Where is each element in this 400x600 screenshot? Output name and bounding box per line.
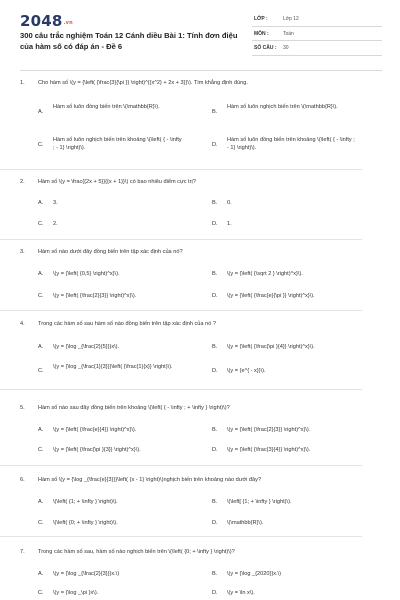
option-text: \(\left[ {1; + \infty } \right)\). (227, 499, 292, 505)
option-text: \(y = {\left( {\frac{3}{4}} \right)^x}\). (227, 447, 311, 453)
option-d[interactable] (212, 220, 382, 229)
option-c[interactable] (38, 136, 208, 154)
option-c[interactable] (38, 292, 208, 301)
meta-row-question-count (252, 41, 382, 56)
option-a[interactable] (38, 103, 208, 121)
option-letter: D. (212, 520, 218, 526)
option-letter: B. (212, 427, 218, 433)
option-letter: C. (38, 293, 44, 299)
option-letter: A. (38, 271, 44, 277)
option-text: \(y = {\left( {\frac{2}{3}} \right)^x}\). (227, 427, 311, 433)
option-d[interactable] (212, 136, 382, 154)
question-5 (20, 404, 382, 464)
option-letter: B. (212, 344, 218, 350)
option-c[interactable] (38, 446, 208, 455)
option-text: \(y = {\left( {\sqrt 2 } \right)^x}\). (227, 271, 303, 277)
option-text: \(y = {\log _{\frac{2}{5}}}x\). (53, 344, 120, 350)
option-letter: A. (38, 571, 44, 577)
document-meta (252, 12, 382, 56)
option-a[interactable] (38, 426, 208, 435)
meta-value: Lớp 12 (283, 16, 299, 22)
option-d[interactable] (212, 589, 382, 598)
option-d[interactable] (212, 446, 382, 455)
meta-row-subject (252, 27, 382, 42)
option-b[interactable] (212, 498, 382, 507)
option-text: 2. (53, 221, 58, 227)
option-b[interactable] (212, 570, 382, 579)
option-letter: C. (38, 520, 44, 526)
option-b[interactable] (212, 343, 382, 352)
question-text: Cho hàm số \(y = {\left( {\frac{3}{\pi }} \right)^{{x^2} + 2x + 3}}\). Tìm khẳng định đúng. (38, 80, 248, 86)
logo-text: 2048 (20, 12, 63, 30)
option-letter: C. (38, 142, 44, 148)
meta-label: MÔN : (254, 30, 269, 37)
option-c[interactable] (38, 220, 208, 229)
meta-value: Toán (283, 30, 294, 37)
question-4 (20, 320, 382, 386)
question-text: Trong các hàm số sau, hàm số nào nghịch biến trên \(\left( {0; + \infty } \right)\)? (38, 549, 235, 555)
option-text: \(\mathbb{R}\). (227, 520, 264, 526)
question-number: 7. (20, 549, 25, 555)
option-letter: A. (38, 109, 44, 115)
option-text: \(y = {\left( {\frac{\pi }{3}} \right)^x}\). (53, 447, 141, 453)
option-letter: D. (212, 447, 218, 453)
option-text: \(y = {\left( {\frac{e}{\pi }} \right)^x}\). (227, 293, 315, 299)
meta-value: 30 (283, 45, 289, 51)
option-a[interactable] (38, 343, 208, 352)
question-text: Trong các hàm số sau hàm số nào đồng biến trên tập xác định của nó ? (38, 321, 216, 327)
question-3 (20, 248, 382, 308)
option-text: \(y = {e^{ - x}}\). (227, 368, 266, 374)
option-a[interactable] (38, 498, 208, 507)
option-letter: A. (38, 344, 44, 350)
option-text: 1. (227, 221, 232, 227)
option-letter: D. (212, 221, 218, 227)
logo-suffix: .vn (63, 20, 73, 26)
option-text: \(y = {\left( {\frac{\pi }{4}} \right)^x}\). (227, 344, 315, 350)
site-logo[interactable] (20, 12, 73, 30)
option-letter: A. (38, 200, 44, 206)
option-c[interactable] (38, 519, 208, 528)
option-letter: D. (212, 590, 218, 596)
question-number: 3. (20, 249, 25, 255)
option-text: \(y = {\left( {0,5} \right)^x}\). (53, 271, 120, 277)
option-text: 0. (227, 200, 232, 206)
question-divider (0, 239, 362, 240)
meta-label: SỐ CÂU : (254, 45, 277, 51)
question-2 (20, 178, 382, 238)
option-letter: D. (212, 293, 218, 299)
question-6 (20, 476, 382, 536)
question-divider (0, 389, 362, 390)
option-b[interactable] (212, 103, 382, 121)
option-a[interactable] (38, 570, 208, 579)
option-text: \(y = {\log _{2020}}x.\) (227, 571, 281, 577)
option-text: Hàm số luôn nghịch biến trên \(\mathbb{R}\). (227, 104, 338, 110)
option-text: Hàm số luôn đồng biến trên \(\mathbb{R}\). (53, 104, 160, 110)
question-divider (0, 169, 362, 170)
option-d[interactable] (212, 367, 382, 376)
question-divider (0, 310, 362, 311)
option-letter: B. (212, 200, 218, 206)
question-text: Hàm số nào dưới đây đồng biến trên tập xác định của nó? (38, 249, 183, 255)
question-number: 5. (20, 405, 25, 411)
option-text: \(y = {\left( {\frac{e}{4}} \right)^x}\). (53, 427, 137, 433)
meta-row-class (252, 12, 382, 27)
option-text: 3. (53, 200, 58, 206)
option-text: \(\left( {0; + \infty } \right)\). (53, 520, 118, 526)
option-letter: B. (212, 271, 218, 277)
question-number: 2. (20, 179, 25, 185)
document-title: 300 câu trắc nghiệm Toán 12 Cánh diều Bài 1: Tính đơn điệu của hàm số có đáp án - Đề 6 (20, 31, 238, 51)
option-text: \(y = {\log _\pi }x\). (53, 590, 99, 596)
option-letter: B. (212, 109, 218, 115)
question-7 (20, 548, 382, 600)
option-b[interactable] (212, 270, 382, 279)
option-letter: B. (212, 499, 218, 505)
option-letter: A. (38, 499, 44, 505)
question-1 (20, 79, 382, 159)
option-c[interactable] (38, 589, 208, 598)
option-letter: A. (38, 427, 44, 433)
option-text: \(\left( {1; + \infty } \right)\). (53, 499, 118, 505)
option-b[interactable] (212, 426, 382, 435)
option-text: \(y = {\left( {\frac{2}{3}} \right)^x}\). (53, 293, 137, 299)
option-d[interactable] (212, 519, 382, 528)
option-c[interactable] (38, 363, 208, 381)
option-text: \(y = {\log _{\frac{2}{3}}}x.\) (53, 571, 120, 577)
meta-label: LỚP : (254, 16, 268, 22)
header-divider (20, 70, 382, 71)
option-text: \(y = \ln x\). (227, 590, 255, 596)
question-divider (0, 536, 362, 537)
option-letter: C. (38, 368, 44, 374)
option-a[interactable] (38, 270, 208, 279)
question-number: 1. (20, 80, 25, 86)
option-letter: C. (38, 590, 44, 596)
question-text: Hàm số \(y = \frac{{2x + 5}}{{x + 1}}\) có bao nhiêu điểm cực trị? (38, 179, 196, 185)
option-letter: C. (38, 447, 44, 453)
question-divider (0, 465, 362, 466)
question-number: 6. (20, 477, 25, 483)
option-text: Hàm số luôn đồng biến trên khoảng \(\left( { - \infty ; - 1} \right)\). (227, 137, 355, 151)
option-text: Hàm số luôn nghịch biến trên khoảng \(\left( { - \infty ; - 1} \right)\). (53, 137, 182, 151)
option-text: \(y = {\log _{\frac{1}{3}}}\left( {\frac{1}{x}} \right)\). (53, 364, 173, 370)
option-letter: B. (212, 571, 218, 577)
question-text: Hàm số \(y = {\log _{\frac{e}{3}}}\left( {x - 1} \right)\)nghịch biến trên khoảng nào dưới đây? (38, 477, 262, 483)
option-letter: C. (38, 221, 44, 227)
question-text: Hàm số nào sau đây đồng biến trên khoảng \(\left( { - \infty ; + \infty } \right)\)? (38, 405, 230, 411)
question-number: 4. (20, 321, 25, 327)
page-header (0, 0, 400, 66)
option-b[interactable] (212, 199, 382, 208)
option-letter: D. (212, 368, 218, 374)
option-letter: D. (212, 142, 218, 148)
option-d[interactable] (212, 292, 382, 301)
option-a[interactable] (38, 199, 208, 208)
